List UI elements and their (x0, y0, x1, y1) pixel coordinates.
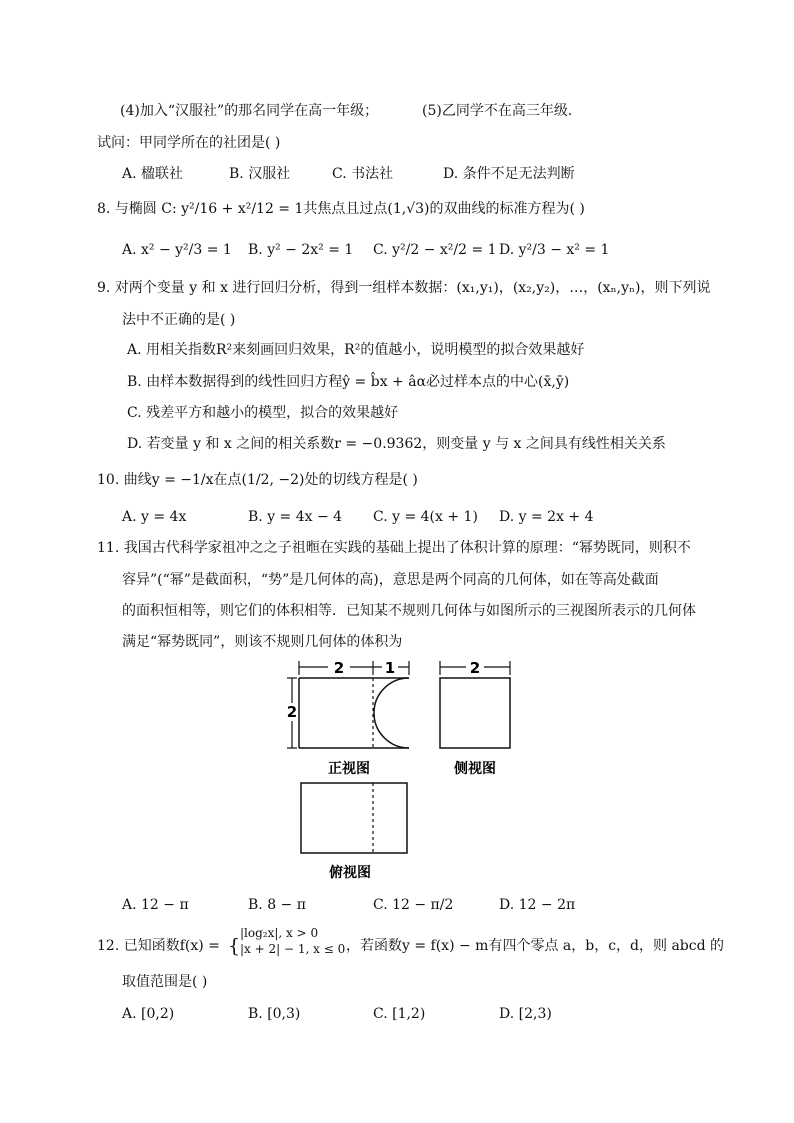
q7-option-b: B. 汉服社 (229, 166, 291, 182)
q8-option-b: B. y² − 2x² = 1 (248, 242, 354, 258)
q9-option-b: B. 由样本数据得到的线性回归方程ŷ = b̂x + âα必过样本点的中心(x̄,ȳ) (127, 374, 570, 390)
q12-option-a: A. [0,2) (122, 1006, 175, 1022)
q10-stem: 10. 曲线y = −1/x在点(1/2, −2)处的切线方程是( ) (97, 472, 418, 488)
q11-stem-line-4: 满足“幂势既同”，则该不规则几何体的体积为 (122, 634, 403, 650)
front-top-dim-2: 2 (333, 659, 345, 677)
three-view-figure (280, 655, 520, 885)
q10-option-b: B. y = 4x − 4 (248, 509, 343, 525)
q11-option-b: B. 8 − π (248, 897, 306, 913)
q11-stem-line-1: 11. 我国古代科学家祖冲之之子祖暅在实践的基础上提出了体积计算的原理：“幂势既同，则积不 (97, 540, 691, 556)
front-top-dim-1: 1 (384, 659, 396, 677)
front-view (284, 659, 409, 748)
q12-option-b: B. [0,3) (248, 1006, 301, 1022)
q9-option-c: C. 残差平方和越小的模型，拟合的效果越好 (127, 405, 399, 421)
q12-piecewise-brace: { (228, 935, 241, 957)
q10-option-c: C. y = 4(x + 1) (373, 509, 478, 525)
q10-option-d: D. y = 2x + 4 (499, 509, 594, 525)
q11-stem-line-2: 容异”(“幂”是截面积，“势”是几何体的高)，意思是两个同高的几何体，如在等高处截面 (122, 572, 659, 588)
q7-option-d: D. 条件不足无法判断 (443, 166, 575, 182)
q11-option-a: A. 12 − π (122, 897, 189, 913)
q7-option-a: A. 楹联社 (122, 166, 184, 182)
q7-option-c: C. 书法社 (332, 166, 394, 182)
side-view-label: 侧视图 (454, 761, 496, 777)
q7-condition-4: (4)加入“汉服社”的那名同学在高一年级； (120, 103, 379, 119)
q8-option-a: A. x² − y²/3 = 1 (122, 242, 232, 258)
q11-stem-line-3: 的面积恒相等，则它们的体积相等．已知某不规则几何体与如图所示的三视图所表示的几何体 (122, 603, 696, 619)
q8-option-d: D. y²/3 − x² = 1 (499, 242, 610, 258)
q9-option-d: D. 若变量 y 和 x 之间的相关系数r = −0.9362，则变量 y 与 x 之间具有线性相关关系 (127, 436, 666, 452)
q12-case-1: |log₂x|, x > 0 (240, 926, 319, 940)
q9-option-a: A. 用相关指数R²来刻画回归效果，R²的值越小，说明模型的拟合效果越好 (127, 342, 585, 358)
q7-condition-5: (5)乙同学不在高三年级． (422, 103, 582, 119)
q9-stem-line-1: 9. 对两个变量 y 和 x 进行回归分析，得到一组样本数据：(x₁,y₁)，(x₂,y₂)，…，(xₙ,yₙ)，则下列说 (97, 280, 711, 296)
top-view-label: 俯视图 (329, 865, 371, 881)
q12-stem-post: ，若函数y = f(x) − m有四个零点 a，b，c，d，则 abcd 的 (346, 938, 725, 954)
side-top-dim-2: 2 (469, 659, 481, 677)
q11-option-d: D. 12 − 2π (499, 897, 576, 913)
q12-option-d: D. [2,3) (499, 1006, 552, 1022)
q7-question: 试问：甲同学所在的社团是( ) (97, 135, 281, 151)
q12-option-c: C. [1,2) (373, 1006, 426, 1022)
q8-option-c: C. y²/2 − x²/2 = 1 (373, 242, 497, 258)
top-view (301, 783, 407, 853)
side-view (440, 659, 510, 748)
q9-stem-line-2: 法中不正确的是( ) (122, 312, 236, 328)
q12-case-2: |x + 2| − 1, x ≤ 0 (240, 942, 346, 956)
q8-stem: 8. 与椭圆 C: y²/16 + x²/12 = 1共焦点且过点(1,√3)的双曲线的标准方程为( ) (97, 201, 585, 217)
q12-stem-pre: 12. 已知函数f(x) = (97, 938, 220, 954)
q10-option-a: A. y = 4x (122, 509, 187, 525)
front-left-dim-2: 2 (286, 703, 298, 721)
q12-stem-line-2: 取值范围是( ) (122, 974, 208, 990)
q11-option-c: C. 12 − π/2 (373, 897, 454, 913)
front-view-label: 正视图 (328, 761, 370, 777)
